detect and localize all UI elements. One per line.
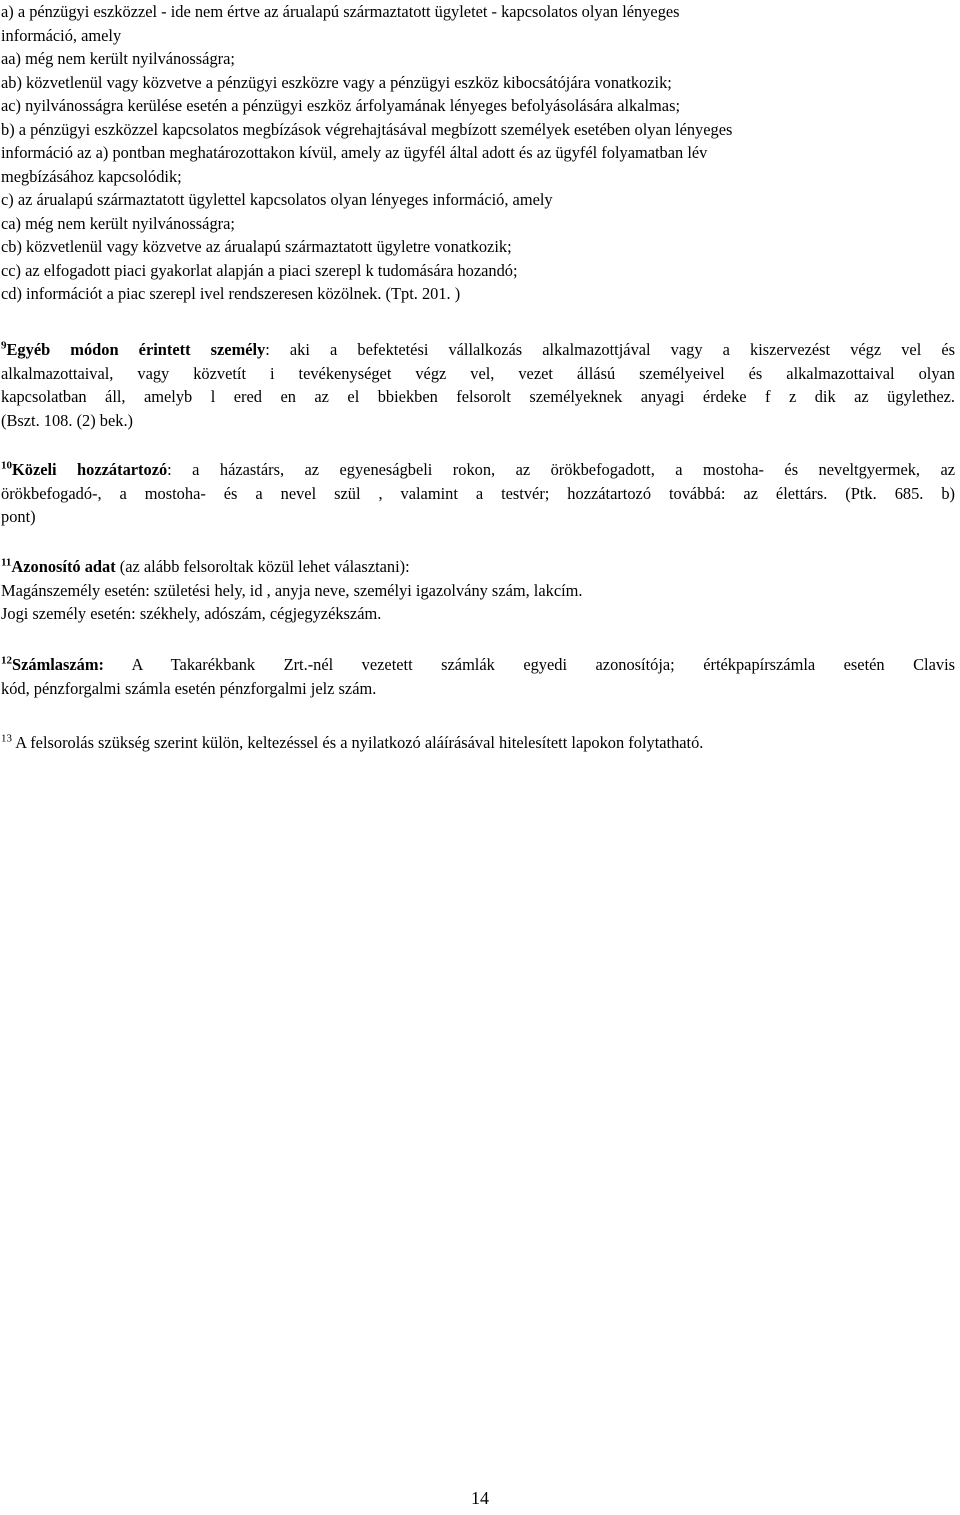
- footnote-number: 13: [1, 732, 12, 745]
- footnote-10: [1, 458, 955, 529]
- footnote-text: : aki a befektetési vállalkozás alkalmazottjával vagy a kiszervezést végz vel és: [265, 340, 955, 359]
- list-item: információ, amely: [1, 25, 122, 45]
- footnote-12: [1, 653, 955, 700]
- footnote-text: A Takarékbank Zrt.-nél vezetett számlák egyedi azonosítója; értékpapírszámla esetén Clavis: [103, 655, 955, 674]
- page-number: 14: [471, 1488, 489, 1508]
- footnote-13: [1, 731, 955, 755]
- list-item: ab) közvetlenül vagy közvetve a pénzügyi eszközre vagy a pénzügyi eszköz kibocsátójára vonatkozik;: [1, 72, 672, 92]
- footnote-line: [1, 731, 955, 755]
- footnote-term: Egyéb módon érintett személy: [6, 340, 266, 359]
- list-item: c) az árualapú származtatott ügylettel kapcsolatos olyan lényeges információ, amely: [1, 190, 553, 209]
- footnote-11: [1, 555, 955, 626]
- footnote-number: 10: [1, 459, 12, 472]
- footnote-line: kapcsolatban áll, amelyb l ered en az el bbiekben felsorolt személyeknek anyagi érdeke f z dik az ügylethez.: [1, 387, 955, 406]
- footnote-line: [1, 338, 955, 362]
- footnote-text: : a házastárs, az egyeneságbeli rokon, az örökbefogadott, a mostoha- és neveltgyermek, az: [167, 460, 956, 479]
- list-item: ca) még nem került nyilvánosságra;: [1, 213, 235, 233]
- footnote-line: örökbefogadó-, a mostoha- és a nevel szül , valamint a testvér; hozzátartozó továbbá: az élettárs. (Ptk. 685. b): [1, 483, 955, 503]
- footnote-number: 11: [1, 556, 12, 569]
- list-item: cd) információt a piac szerepl ivel rendszeresen közölnek. (Tpt. 201. ): [1, 284, 461, 303]
- footnote-term: Számlaszám:: [12, 655, 104, 674]
- list-item: cc) az elfogadott piaci gyakorlat alapján a piaci szerepl k tudomására hozandó;: [1, 260, 518, 280]
- definition-list: [1, 0, 955, 306]
- footnote-line: [1, 458, 955, 482]
- footnote-number: 9: [1, 339, 7, 352]
- footnote-term: Azonosító adat: [11, 557, 116, 576]
- list-item: megbízásához kapcsolódik;: [1, 166, 182, 186]
- footnote-line: Magánszemély esetén: születési hely, id , anyja neve, személyi igazolvány szám, lakcím.: [1, 580, 583, 600]
- footnote-line: Jogi személy esetén: székhely, adószám, cégjegyzékszám.: [1, 604, 382, 623]
- list-item: aa) még nem került nyilvánosságra;: [1, 49, 235, 68]
- footnote-text: A felsorolás szükség szerint külön, keltezéssel és a nyilatkozó aláírásával hitelesített lapokon folytatható.: [12, 733, 704, 752]
- list-item: információ az a) pontban meghatározottakon kívül, amely az ügyfél által adott és az ügyfél folyamatban lév: [1, 143, 708, 162]
- list-item: a) a pénzügyi eszközzel - ide nem értve az árualapú származtatott ügyletet - kapcsolatos olyan lényeges: [1, 2, 680, 21]
- footnote-line: [1, 653, 955, 677]
- footnote-line: kód, pénzforgalmi számla esetén pénzforgalmi jelz szám.: [1, 678, 377, 698]
- footnote-9: [1, 338, 955, 432]
- list-item: ac) nyilvánosságra kerülése esetén a pénzügyi eszköz árfolyamának lényeges befolyásolására alkalmas;: [1, 96, 681, 115]
- footnote-line: (Bszt. 108. (2) bek.): [1, 410, 134, 430]
- footnote-number: 12: [1, 654, 12, 667]
- footnote-text: (az alább felsoroltak közül lehet választani):: [115, 557, 410, 576]
- footnote-line: [1, 555, 955, 579]
- footnote-line: pont): [1, 507, 36, 526]
- footnote-line: alkalmazottaival, vagy közvetít i tevékenységet végz vel, vezet állású személyeivel és alkalmazottaival olyan: [1, 363, 955, 383]
- list-item: cb) közvetlenül vagy közvetve az árualapú származtatott ügyletre vonatkozik;: [1, 237, 512, 256]
- footnote-term: Közeli hozzátartozó: [12, 460, 168, 479]
- list-item: b) a pénzügyi eszközzel kapcsolatos megbízások végrehajtásával megbízott személyek esetében olyan lényeges: [1, 119, 733, 139]
